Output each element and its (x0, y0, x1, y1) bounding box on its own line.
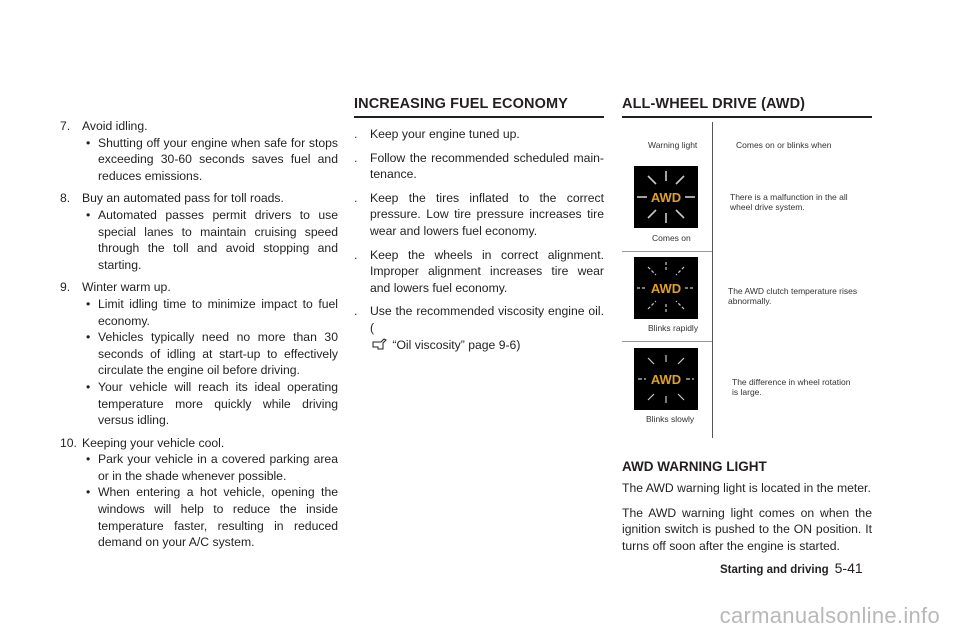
bullet-icon: • (86, 379, 91, 394)
tip-item (60, 118, 338, 184)
sub-text: Limit idling time to minimize impact to fuel economy. (98, 296, 338, 328)
item-heading: Avoid idling. (82, 119, 148, 133)
bullet-icon: . (354, 190, 358, 205)
item-heading: Keeping your vehicle cool. (82, 435, 225, 450)
row-divider (622, 341, 712, 342)
sub-text: Automated passes permit drivers to use special lanes to maintain cruising speed through the toll and avoid stopping and starting. (98, 207, 338, 272)
row-divider (622, 251, 712, 252)
item-number: 9. (60, 280, 71, 295)
awd-lamp-on-icon (634, 166, 698, 228)
awd-lamp-blink-slow-icon (634, 348, 698, 410)
awd-section (622, 96, 872, 118)
subsection-title: AWD WARNING LIGHT (622, 459, 767, 474)
lamp-text: AWD (650, 372, 682, 387)
awd-lamp-blink-rapid-icon (634, 257, 698, 319)
page-reference-link[interactable]: “Oil viscosity” page 9-6) (392, 337, 521, 352)
sub-text: Your vehicle will reach its ideal operating temperature more quickly while driving versus idling. (98, 379, 338, 428)
state-label: Comes on (652, 233, 691, 243)
item-number: 8. (60, 191, 71, 206)
state-label: Blinks rapidly (648, 323, 699, 333)
bullet-icon: • (86, 135, 91, 150)
figure-header-right: Comes on or blinks when (736, 140, 832, 150)
state-label: Blinks slowly (646, 414, 695, 424)
item-number: 7. (60, 119, 71, 133)
bullet-text: Use the recommended viscosity engine oil. ( (370, 304, 604, 335)
paragraph: The AWD warning light comes on when the ignition switch is pushed to the ON position. It turns off soon after the engine is started. (622, 505, 872, 553)
lamp-text: AWD (650, 281, 682, 296)
state-description: The difference in wheel rotation is large. (732, 377, 851, 397)
figure-divider (712, 122, 713, 438)
tips-column (60, 118, 338, 551)
lamp-text: AWD (650, 190, 682, 205)
bullet-text: Keep your engine tuned up. (370, 127, 520, 141)
bullet-text: Follow the recommended scheduled main-tenance. (370, 150, 604, 182)
bullet-icon: • (86, 330, 91, 345)
sub-text: Shutting off your engine when safe for stops exceeding 30-60 seconds saves fuel and reduces emissions. (98, 135, 338, 183)
sub-text: When entering a hot vehicle, opening the windows will help to reduce the inside temperature faster, resulting in reduced demand on your A/C system. (98, 485, 338, 550)
state-description: There is a malfunction in the all wheel drive system. (730, 192, 848, 212)
awd-warning-figure (622, 120, 872, 442)
tip-item (60, 279, 338, 428)
page-number: 5-41 (834, 560, 863, 576)
fuel-economy-section (354, 96, 604, 360)
watermark: carmanualsonline.info (719, 603, 940, 628)
sub-text: Vehicles typically need no more than 30 seconds of idling at start-up to effectively circulate the engine oil before driving. (98, 330, 338, 378)
item-heading: Buy an automated pass for toll roads. (82, 191, 284, 206)
bullet-icon: • (86, 485, 91, 500)
item-heading: Winter warm up. (82, 280, 171, 295)
bullet-icon: • (86, 207, 91, 222)
bullet-icon: . (354, 150, 358, 165)
bullet-icon: • (86, 452, 91, 467)
section-title: ALL-WHEEL DRIVE (AWD) (622, 96, 872, 118)
state-description: The AWD clutch temperature rises abnormally. (728, 286, 858, 306)
bullet-text: Keep the wheels in correct alignment. Improper alignment increases tire wear and lowers fuel economy. (370, 247, 604, 295)
bullet-icon: • (86, 296, 91, 311)
page-footer (720, 560, 863, 576)
item-number: 10. (60, 435, 77, 450)
bullet-icon: . (354, 247, 358, 262)
bullet-icon: . (354, 304, 358, 319)
figure-header-left: Warning light (648, 140, 698, 150)
tip-item (60, 190, 338, 273)
awd-warning-section (622, 459, 872, 562)
paragraph: The AWD warning light is located in the meter. (622, 481, 871, 495)
footer-section: Starting and driving (720, 564, 829, 576)
section-title: INCREASING FUEL ECONOMY (354, 96, 604, 118)
tip-item (60, 435, 338, 551)
bullet-text: Keep the tires inflated to the correct pressure. Low tire pressure increases tire wear and lowers fuel economy. (370, 190, 604, 238)
pointing-hand-icon (372, 338, 387, 351)
sub-text: Park your vehicle in a covered parking area or in the shade whenever possible. (98, 452, 338, 483)
bullet-icon: . (354, 127, 358, 141)
